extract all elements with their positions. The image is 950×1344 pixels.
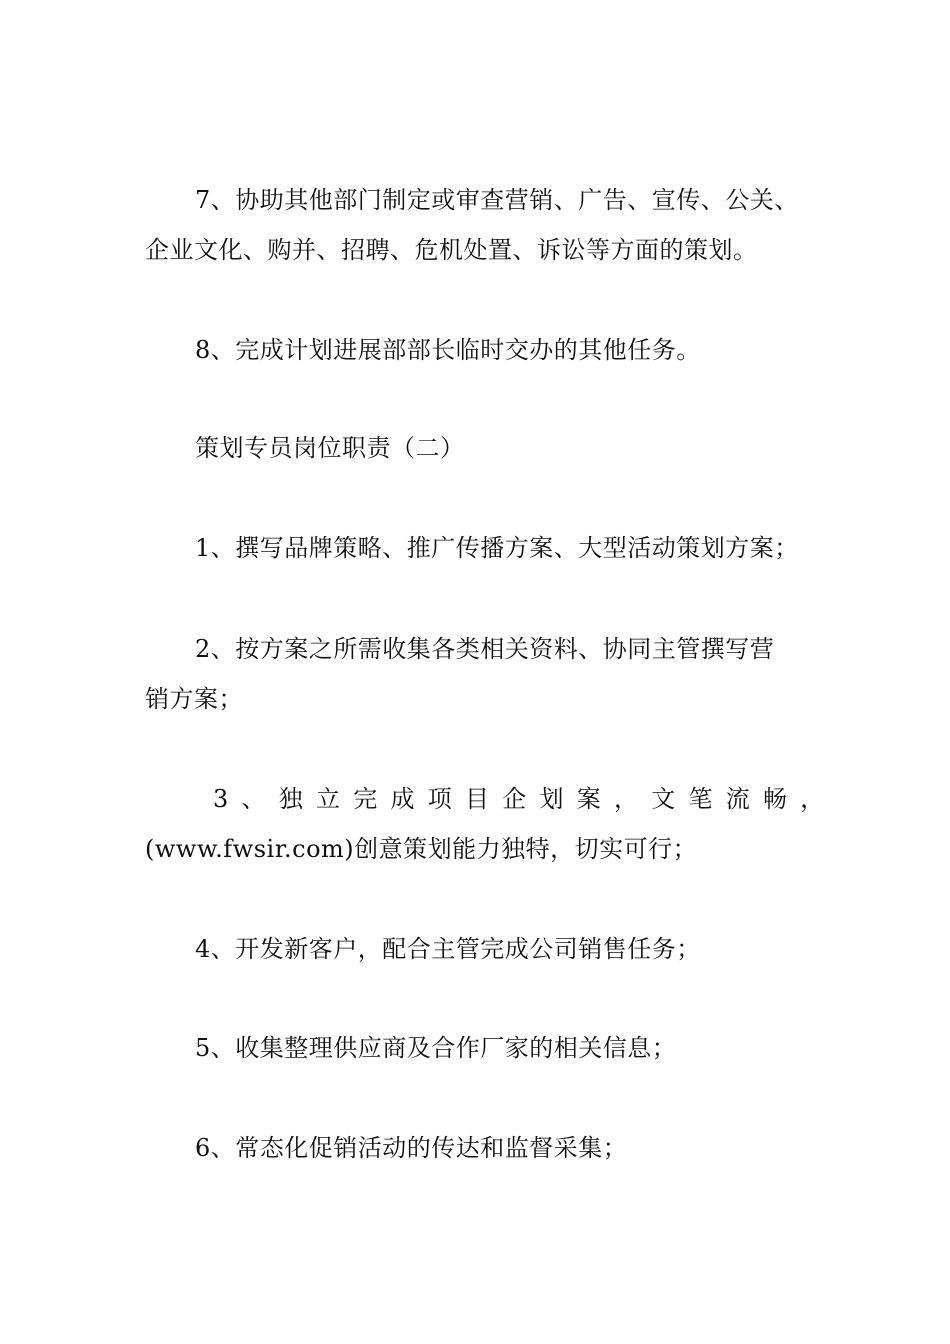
item-7-line-1: 7、协助其他部门制定或审查营销、广告、宣传、公关、: [195, 186, 799, 214]
item-4-line-1: 4、开发新客户，配合主管完成公司销售任务；: [195, 935, 701, 963]
item-1-line-1: 1、撰写品牌策略、推广传播方案、大型活动策划方案；: [195, 534, 799, 562]
item-3-char: 流: [725, 785, 751, 813]
item-3-line-2: (www.fwsir.com)创意策划能力独特，切实可行；: [145, 835, 698, 863]
section-title: 策划专员岗位职责（二）: [195, 434, 465, 462]
item-3-char: 项: [427, 785, 453, 813]
item-3-char: 目: [465, 785, 490, 813]
item-3-char: ，: [800, 785, 825, 813]
item-3-char: 文: [651, 785, 676, 813]
item-3-char: 畅: [763, 785, 788, 813]
item-3-char: 完: [353, 785, 378, 813]
item-7-line-2: 企业文化、购并、招聘、危机处置、诉讼等方面的策划。: [145, 236, 758, 264]
item-3-char: 立: [316, 785, 341, 813]
item-3-char: 3: [213, 785, 229, 813]
item-3-char: 、: [241, 785, 267, 813]
item-2-line-1: 2、按方案之所需收集各类相关资料、协同主管撰写营: [195, 635, 775, 663]
item-5-line-1: 5、收集整理供应商及合作厂家的相关信息；: [195, 1034, 677, 1062]
item-2-line-2: 销方案；: [145, 685, 243, 713]
item-3-char: ，: [614, 785, 639, 813]
item-3-char: 笔: [688, 785, 714, 813]
item-3-char: 划: [539, 785, 565, 813]
item-3-char: 成: [390, 785, 416, 813]
item-3-line-1: [213, 782, 825, 816]
item-3-char: 案: [576, 785, 602, 813]
item-3-char: 独: [278, 785, 304, 813]
item-6-line-1: 6、常态化促销活动的传达和监督采集；: [195, 1134, 628, 1162]
item-3-char: 企: [502, 785, 527, 813]
item-8-line-1: 8、完成计划进展部部长临时交办的其他任务。: [195, 336, 701, 364]
